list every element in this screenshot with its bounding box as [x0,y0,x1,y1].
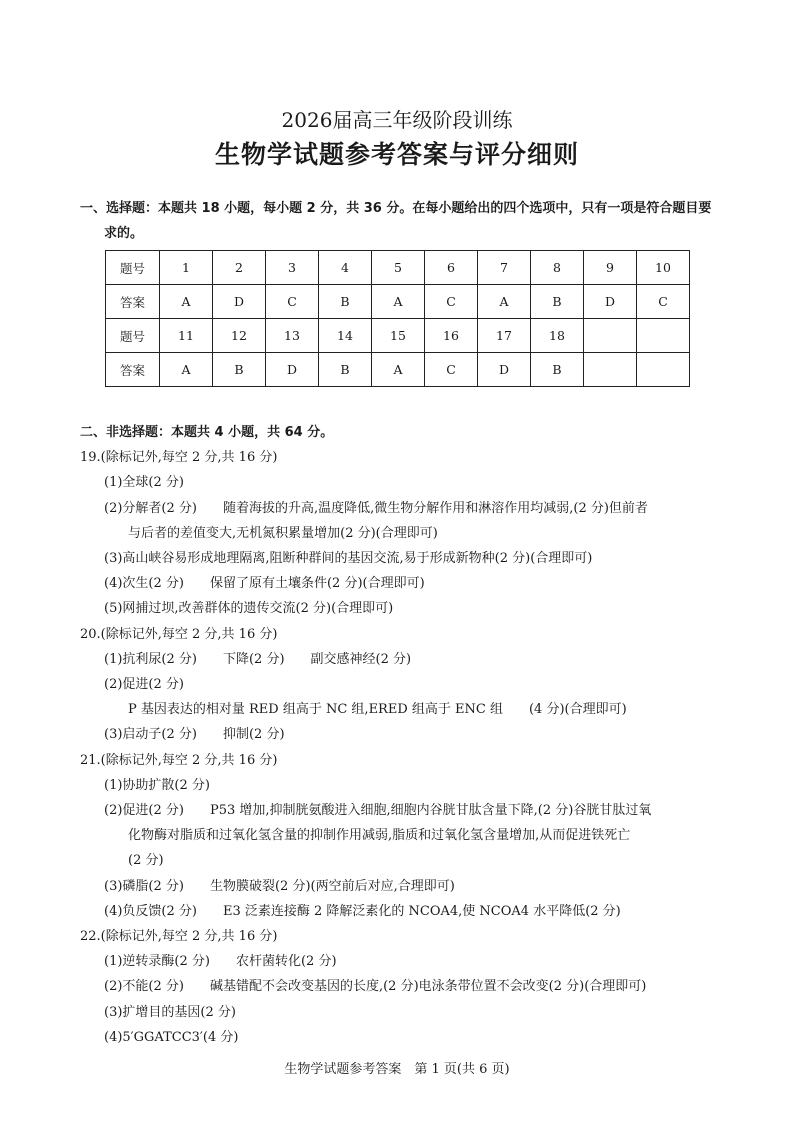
table-cell [637,319,690,353]
answer-text: (3)高山峡谷易形成地理隔离,阻断种群间的基因交流,易于形成新物种(2 分)(合理即可) [104,551,593,567]
answer-part [80,672,730,697]
answer-text: (5)网捕过坝,改善群体的遗传交流(2 分)(合理即可) [104,601,394,617]
table-cell [584,353,637,387]
table-cell: 7 [478,251,531,285]
answer-continuation [80,823,730,848]
answer-text: (2)促进(2 分) [104,677,184,693]
table-cell: B [319,285,372,319]
table-row [106,353,690,387]
answer-continuation [80,848,730,873]
table-cell: D [478,353,531,387]
question-heading: 21.(除标记外,每空 2 分,共 16 分) [80,752,278,768]
table-row-header: 题号 [106,319,160,353]
table-cell: 15 [372,319,425,353]
answer-text: (3)磷脂(2 分) [104,878,184,894]
document-title: 2026届高三年级阶段训练 [281,108,513,132]
table-cell: 5 [372,251,425,285]
answer-text: P 基因表达的相对量 RED 组高于 NC 组,ERED 组高于 ENC 组 [128,702,503,718]
answer-text: 化物酶对脂质和过氧化氢含量的抑制作用减弱,脂质和过氧化氢含量增加,从而促进铁死亡 [128,828,631,844]
table-row-header: 答案 [106,285,160,319]
page-footer: 生物学试题参考答案 第 1 页(共 6 页) [284,1062,510,1077]
answer-text: (4)负反馈(2 分) [104,903,197,919]
table-row-header: 题号 [106,251,160,285]
table-cell: B [213,353,266,387]
table-cell: 13 [266,319,319,353]
answer-text: P53 增加,抑制胱氨酸进入细胞,细胞内谷胱甘肽含量下降,(2 分)谷胱甘肽过氧 [209,803,652,819]
table-cell: 3 [266,251,319,285]
table-row [106,285,690,319]
answer-text: 与后者的差值变大,无机氮积累量增加(2 分)(合理即可) [128,525,438,541]
answer-text: 下降(2 分) [222,651,285,667]
table-cell: C [425,353,478,387]
table-cell: 8 [531,251,584,285]
table-cell: B [319,353,372,387]
question-heading: 19.(除标记外,每空 2 分,共 16 分) [80,450,278,466]
answer-text: (3)启动子(2 分) [104,727,197,743]
table-cell: 17 [478,319,531,353]
table-cell: B [531,285,584,319]
answer-table [105,250,690,387]
table-cell [584,319,637,353]
table-cell: 2 [213,251,266,285]
question-heading: 22.(除标记外,每空 2 分,共 16 分) [80,929,278,945]
table-cell: 9 [584,251,637,285]
section1-heading-line2: 求的。 [104,226,144,241]
answer-part [80,596,730,621]
answer-text: (4)次生(2 分) [104,576,184,592]
section2-heading: 二、非选择题：本题共 4 小题，共 64 分。 [80,425,334,440]
answer-text: (4 分)(合理即可) [528,702,627,718]
answer-part [80,722,730,747]
answer-text: 生物膜破裂(2 分)(两空前后对应,合理即可) [209,878,455,894]
answer-text: (4)5′GGATCC3′(4 分) [104,1029,239,1045]
answer-part [80,798,730,823]
answer-text: (2)不能(2 分) [104,979,184,995]
answer-text: (1)逆转录酶(2 分) [104,954,210,970]
answer-text: (1)全球(2 分) [104,475,184,491]
answer-text: 抑制(2 分) [222,727,285,743]
table-row [106,251,690,285]
table-cell [637,353,690,387]
answer-continuation [80,521,730,546]
table-cell: 18 [531,319,584,353]
answer-text: (1)抗利尿(2 分) [104,651,197,667]
answer-text: 保留了原有土壤条件(2 分)(合理即可) [209,576,425,592]
question-heading: 20.(除标记外,每空 2 分,共 16 分) [80,626,278,642]
table-cell: 12 [213,319,266,353]
table-cell: D [213,285,266,319]
document-subtitle: 生物学试题参考答案与评分细则 [214,140,579,169]
answer-text: 副交感神经(2 分) [310,651,412,667]
table-cell: 10 [637,251,690,285]
answer-text: 碱基错配不会改变基因的长度,(2 分)电泳条带位置不会改变(2 分)(合理即可) [209,979,647,995]
answer-continuation [80,697,730,722]
answer-text: (2 分) [128,853,164,869]
table-cell: C [637,285,690,319]
answer-part [80,571,730,596]
answer-text: 随着海拔的升高,温度降低,微生物分解作用和淋溶作用均减弱,(2 分)但前者 [222,500,648,516]
table-cell: A [372,353,425,387]
table-cell: C [425,285,478,319]
table-cell: A [478,285,531,319]
answer-part [80,949,730,974]
table-cell: 6 [425,251,478,285]
table-cell: D [266,353,319,387]
section2 [80,420,730,1050]
answer-part [80,974,730,999]
table-cell: 11 [160,319,213,353]
table-cell: 14 [319,319,372,353]
answer-part [80,546,730,571]
table-cell: A [372,285,425,319]
answer-text: (3)扩增目的基因(2 分) [104,1004,236,1020]
answer-part [80,1025,730,1050]
table-cell: 1 [160,251,213,285]
section1-heading-line1: 一、选择题：本题共 18 小题，每小题 2 分，共 36 分。在每小题给出的四个选项中，只有一项是符合题目要 [80,201,712,216]
answer-text: (2)促进(2 分) [104,803,184,819]
answer-part [80,470,730,495]
table-cell: 4 [319,251,372,285]
answer-text: E3 泛素连接酶 2 降解泛素化的 NCOA4,使 NCOA4 水平降低(2 分) [222,903,621,919]
table-cell: A [160,285,213,319]
answer-part [80,899,730,924]
answer-text: (2)分解者(2 分) [104,500,197,516]
table-cell: D [584,285,637,319]
answer-part [80,496,730,521]
answer-text: (1)协助扩散(2 分) [104,777,210,793]
answer-part [80,1000,730,1025]
table-cell: B [531,353,584,387]
answer-text: 农杆菌转化(2 分) [235,954,337,970]
answer-part [80,773,730,798]
table-row-header: 答案 [106,353,160,387]
answer-part [80,874,730,899]
table-cell: C [266,285,319,319]
table-row [106,319,690,353]
section1-heading [80,196,720,246]
answer-part [80,647,730,672]
table-cell: 16 [425,319,478,353]
table-cell: A [160,353,213,387]
